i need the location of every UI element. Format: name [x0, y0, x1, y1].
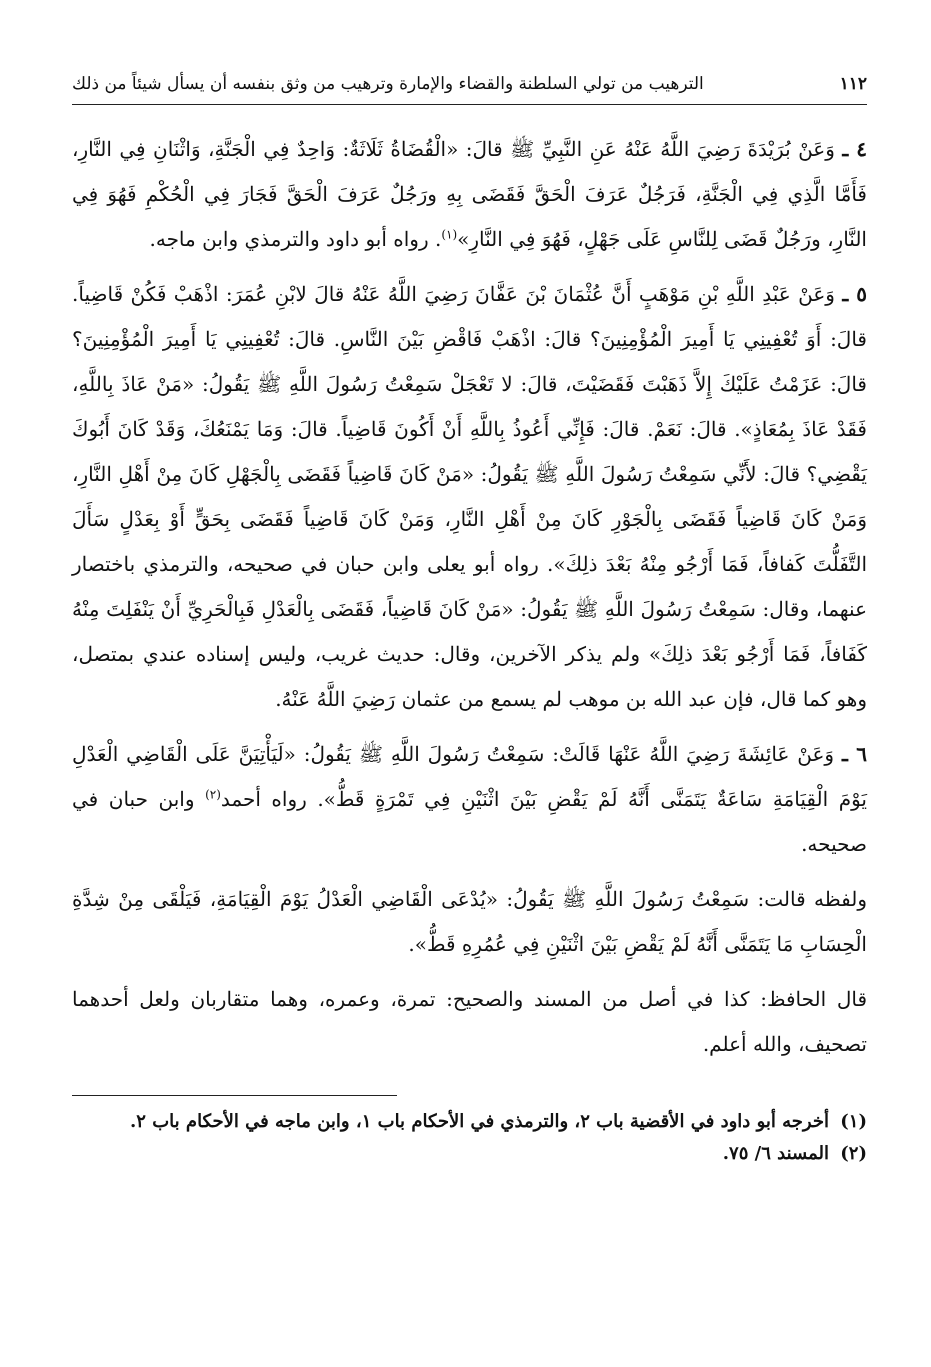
comment-text: قال الحافظ: كذا في أصل من المسند والصحيح: تمرة، وعمره، وهما متقاربان ولعل أحدهما تصحيف، والله أعلم. [72, 987, 867, 1056]
footnote-ref: (١) [441, 227, 458, 242]
page-number: ١١٢ [839, 74, 867, 94]
footnote-number: (٢) [840, 1143, 867, 1164]
footnote-number: (١) [840, 1111, 867, 1132]
hadith-source: . رواه أبو داود والترمذي وابن ماجه. [149, 227, 442, 251]
page-body [72, 127, 867, 1170]
footnote-text: المسند ٦/ ٧٥. [722, 1143, 829, 1164]
hadith-text: وَعَنْ عَبْدِ اللَّهِ بْنِ مَوْهَبٍ أَنَّ عُثْمَانَ بْنَ عَفَّانَ رَضِيَ اللَّهُ عَنْهُ قالَ لابْنِ عُمَرَ: اذْهَبْ فَكُنْ قَاضِياً. قالَ: أَوَ تُعْفِينِي يَا أَمِيرَ الْمُؤْمِنِينَ؟ قالَ: اذْهَبْ فَاقْضِ بَيْنَ النَّاسِ. قالَ: تُعْفِينِي يَا أَمِيرَ الْمُؤْمِنِينَ؟ قالَ: عَزَمْتُ عَلَيْكَ إِلاَّ ذَهَبْتَ فَقَضَيْتَ، قالَ: لا تَعْجَلْ سَمِعْتُ رَسُولَ اللَّهِ ﷺ يَقُولُ: «مَنْ عَاذَ بِاللَّهِ، فَقَدْ عَاذَ بِمُعَاذٍ». قالَ: نَعَمْ. قالَ: فَإِنِّي أَعُوذُ بِاللَّهِ أَنْ أَكُونَ قَاضِياً. قالَ: وَمَا يَمْنَعُكَ، وَقَدْ كَانَ أَبُوكَ يَقْضِي؟ قالَ: لأَنِّي سَمِعْتُ رَسُولَ اللَّهِ ﷺ يَقُولُ: «مَنْ كَانَ قَاضِياً فَقَضَى بِالْجَهْلِ كَانَ مِنْ أَهْلِ النَّارِ، وَمَنْ كَانَ قَاضِياً فَقَضَى بِالْجَوْرِ كَانَ مِنْ أَهْلِ النَّارِ، وَمَنْ كَانَ قَاضِياً فَقَضَى بِحَقٍّ أَوْ بِعَدْلٍ سَأَلَ التَّفَلُّتَ كَفافاً، فَمَا أَرْجُو مِنْهُ بَعْدَ ذلِكَ». رواه أبو يعلى وابن حبان في صحيحه، والترمذي باختصار عنهما، وقال: سَمِعْتُ رَسُولَ اللَّهِ ﷺ يَقُولُ: «مَنْ كَانَ قَاضِياً، فَقَضَى بِالْعَدْلِ فَبِالْحَرِيِّ أَنْ يَنْفَلِتَ مِنْهُ كَفَافاً، فَمَا أَرْجُو بَعْدَ ذلِكَ» ولم يذكر الآخرين، وقال: حديث غريب، وليس إسناده عندي بمتصل، وهو كما قال، فإن عبد الله بن موهب لم يسمع من عثمان رَضِيَ اللَّهُ عَنْهُ. [72, 282, 867, 711]
hafiz-comment [72, 977, 867, 1067]
hadith-text: وَعَنْ عَائِشَةَ رَضِيَ اللَّهُ عَنْهَا قَالَتْ: سَمِعْتُ رَسُولَ اللَّهِ ﷺ يَقُولُ: «لَيَأْتِيَنَّ عَلَى الْقَاضِي الْعَدْلِ يَوْمَ الْقِيَامَةِ سَاعَةٌ يَتَمَنَّى أَنَّهُ لَمْ يَقْضِ بَيْنَ اثْنَيْنِ فِي تَمْرَةٍ قَطُّ». رواه أحمد [72, 742, 867, 811]
hadith-paragraph [72, 732, 867, 867]
footnote-divider [72, 1095, 397, 1096]
book-page [72, 70, 867, 1360]
hadith-number: ٦ ـ [841, 742, 867, 766]
narration-variant [72, 877, 867, 967]
hadith-text: ولفظه قالت: سَمِعْتُ رَسُولَ اللَّهِ ﷺ يَقُولُ: «يُدْعَى الْقَاضِي الْعَدْلُ يَوْمَ الْقِيَامَةِ، فَيَلْقَى مِنْ شِدَّةِ الْحِسَابِ مَا يَتَمَنَّى أَنَّهُ لَمْ يَقْضِ بَيْنَ اثْنَيْنِ فِي عُمُرِهِ قَطُّ». [72, 887, 867, 956]
footnote [72, 1138, 867, 1170]
hadith-text: وَعَنْ بُرَيْدَةَ رَضِيَ اللَّهُ عَنْهُ عَنِ النَّبِيِّ ﷺ قالَ: «الْقُضَاةُ ثَلَاثَةٌ: وَاحِدٌ فِي الْجَنَّةِ، وَاثْنَانِ فِي النَّارِ، فَأَمَّا الَّذِي فِي الْجَنَّةِ، فَرَجُلٌ عَرَفَ الْحَقَّ فَقَضَى بِهِ ورَجُلٌ عَرَفَ الْحَقَّ فَجَارَ فِي الْحُكْمِ فَهُوَ فِي النَّارِ، ورَجُلٌ قَضَى لِلنَّاسِ عَلَى جَهْلٍ، فَهُوَ فِي النَّارِ» [72, 137, 867, 251]
running-title: الترهيب من تولي السلطنة والقضاء والإمارة وترهيب من وثق بنفسه أن يسأل شيئاً من ذلك [72, 74, 704, 94]
hadith-paragraph [72, 127, 867, 262]
hadith-source: وابن حبان في صحيحه. [72, 787, 867, 856]
hadith-paragraph [72, 272, 867, 722]
running-header [72, 70, 867, 105]
hadith-number: ٥ ـ [842, 282, 868, 306]
footnote-ref: (٢) [205, 787, 221, 802]
footnote-text: أخرجه أبو داود في الأقضية باب ٢، والترمذي في الأحكام باب ١، وابن ماجه في الأحكام باب ٢. [130, 1111, 829, 1132]
hadith-number: ٤ ـ [842, 137, 867, 161]
footnote [72, 1106, 867, 1138]
